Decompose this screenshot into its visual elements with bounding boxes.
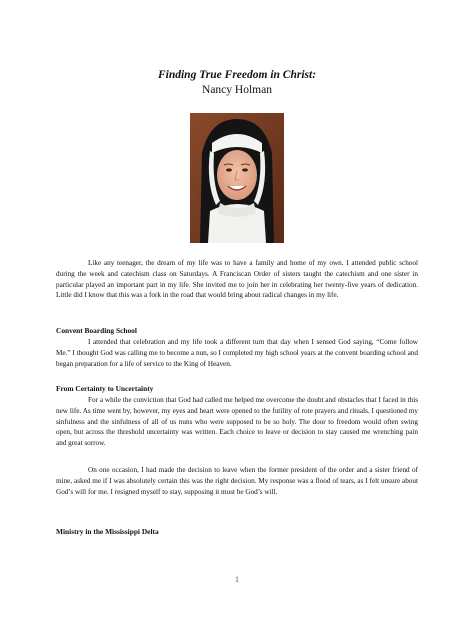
nun-portrait-photo [190,113,284,243]
paragraph-decision: On one occasion, I had made the decision to leave when the former president of the order and a sister friend of mine, asked me if I was absolutely certain this was the right decision. My response was a flood of tears, as I felt unsure about God’s will for me. I resigned myself to stay, supposing it must be God’s will. [56,466,418,496]
page-number: 1 [235,575,239,584]
document-title: Finding True Freedom in Christ: [157,69,317,81]
heading-certainty-uncertainty: From Certainty to Uncertainty [56,384,154,393]
heading-convent-boarding-school: Convent Boarding School [56,326,137,335]
paragraph-uncertainty: For a while the conviction that God had called me helped me overcome the doubt and obstacles that I faced in this new life. As time went by, however, my eyes and heart were opened to the futility of rote prayers and rituals. I questioned my sinfulness and the sinfulness of all of us nuns who were supposed to be so holy. The door to freedom would often swing open, but across the threshold uncertainty was written. Each choice to leave or decision to stay caused me wrenching pain and great sorrow. [56,396,418,448]
heading-ministry-delta: Ministry in the Mississippi Delta [56,527,159,536]
author-name: Nancy Holman [202,84,272,96]
paragraph-convent: I attended that celebration and my life took a different turn that day when I sensed God saying, “Come follow Me.” I thought God was calling me to become a nun, so I completed my high school years at the convent boarding school and began preparation for a life of service to the King of Heaven. [56,338,418,368]
paragraph-intro: Like any teenager, the dream of my life was to have a family and home of my own. I attended public school during the week and catechism class on Saturdays. A Franciscan Order of sisters taught the catechism and one sister in particular played an important part in my life. She invited me to join her in celebrating her twenty-five years of dedication. Little did I know that this was a fork in the road that would bring about radical changes in my life. [56,259,418,300]
